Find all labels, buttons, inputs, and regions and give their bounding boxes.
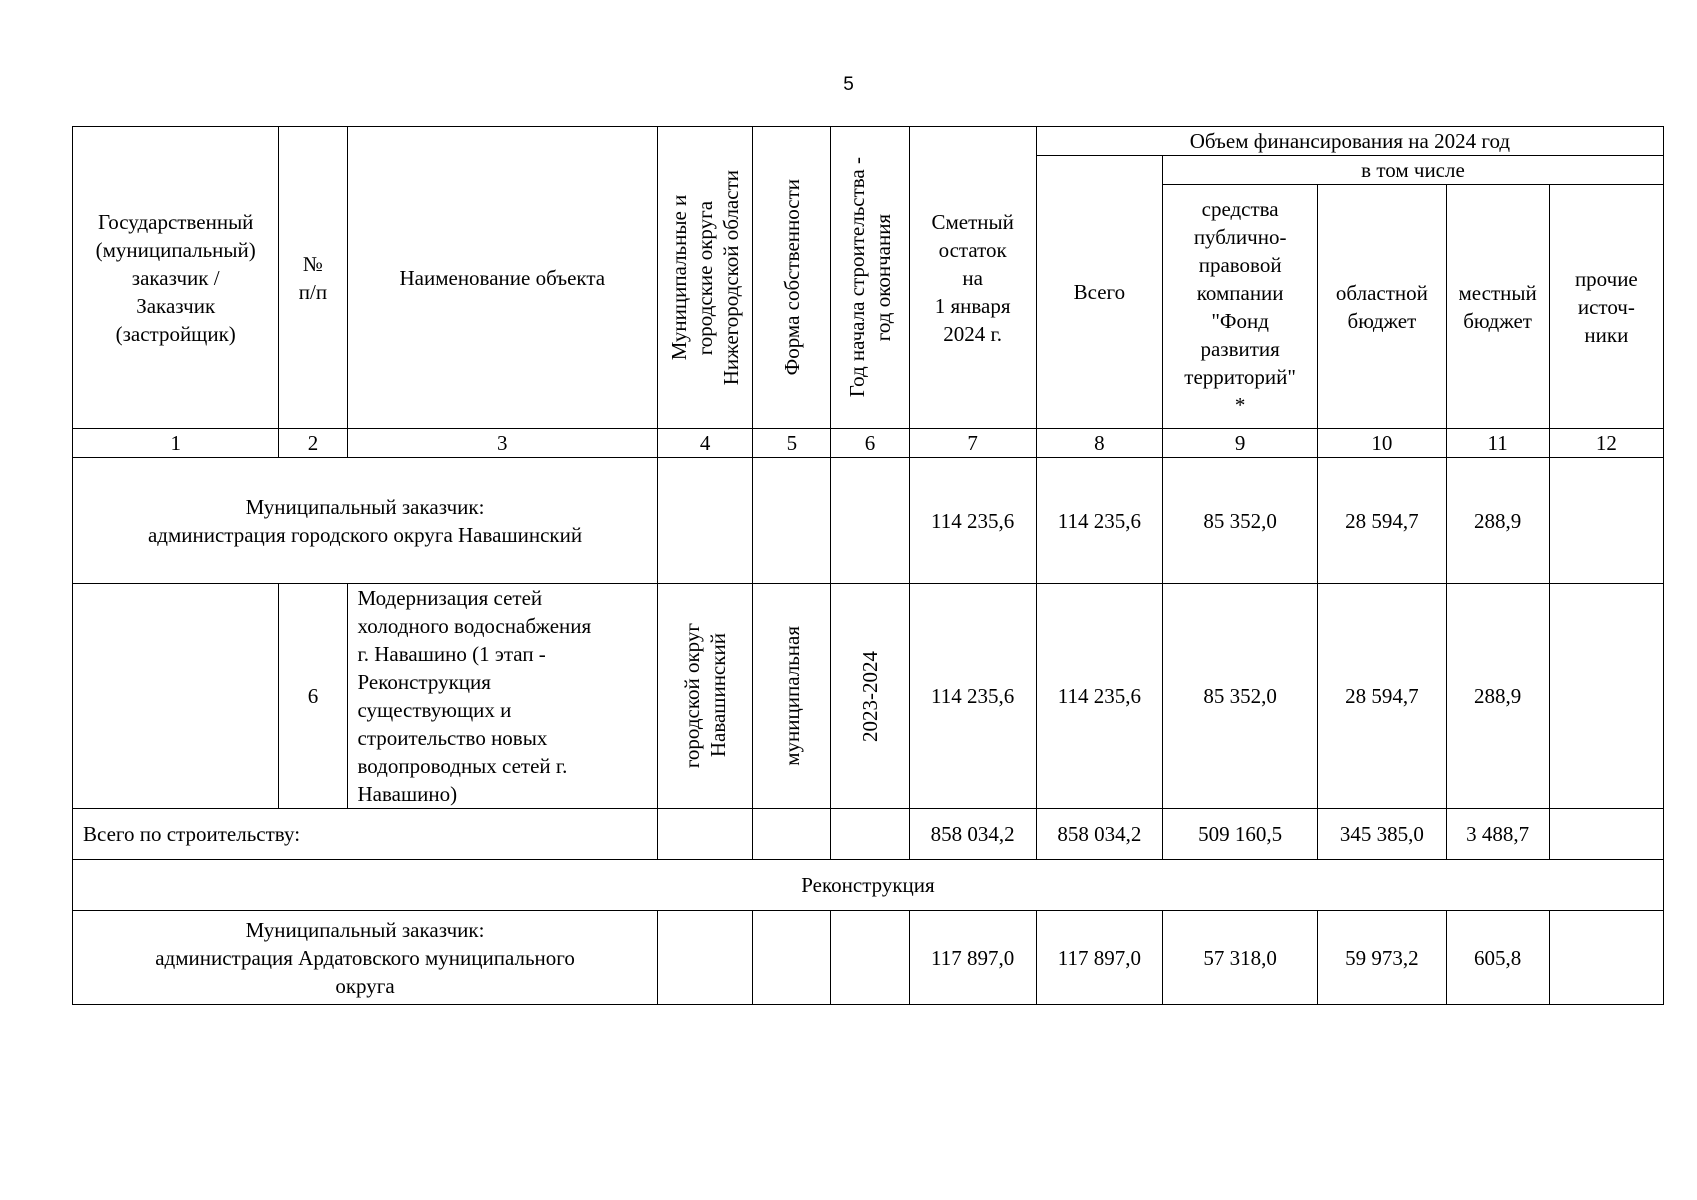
header-row-1 xyxy=(73,127,1664,156)
header-local: местный бюджет xyxy=(1446,185,1549,429)
column-numbers-row xyxy=(73,429,1664,458)
regional-value: 345 385,0 xyxy=(1318,809,1446,860)
column-number: 9 xyxy=(1163,429,1318,458)
header-funding-group: Объем финансирования на 2024 год xyxy=(1036,127,1663,156)
regional-value: 28 594,7 xyxy=(1318,584,1446,809)
column-number: 10 xyxy=(1318,429,1446,458)
header-years xyxy=(831,127,909,429)
empty-cell xyxy=(753,911,831,1005)
local-value: 3 488,7 xyxy=(1446,809,1549,860)
column-number: 5 xyxy=(753,429,831,458)
empty-cell xyxy=(73,584,279,809)
object-years-text: 2023-2024 xyxy=(857,650,882,742)
object-years xyxy=(831,584,909,809)
header-fund: средства публично- правовой компании "Фонд развития территорий" * xyxy=(1163,185,1318,429)
header-municipality-text: Муниципальные и городские округа Нижегородской области xyxy=(667,169,744,386)
customer-label: Муниципальный заказчик: администрация городского округа Навашинский xyxy=(73,458,658,584)
column-number: 6 xyxy=(831,429,909,458)
empty-cell xyxy=(658,458,753,584)
header-municipality xyxy=(658,127,753,429)
empty-cell xyxy=(753,458,831,584)
object-name: Модернизация сетей холодного водоснабжения г. Навашино (1 этап - Реконструкция существующих и строительство новых водопроводных сетей г. Навашино) xyxy=(347,584,658,809)
customer-row-navashinsky xyxy=(73,458,1664,584)
empty-cell xyxy=(831,458,909,584)
object-municipality xyxy=(658,584,753,809)
header-ownership-text: Форма собственности xyxy=(779,179,804,376)
object-ownership-text: муниципальная xyxy=(779,626,804,766)
header-number: № п/п xyxy=(279,127,347,429)
other-value xyxy=(1549,809,1663,860)
other-value xyxy=(1549,584,1663,809)
estimate-value: 117 897,0 xyxy=(909,911,1036,1005)
header-estimate: Сметный остаток на 1 января 2024 г. xyxy=(909,127,1036,429)
header-ownership xyxy=(753,127,831,429)
total-value: 114 235,6 xyxy=(1036,458,1162,584)
regional-value: 28 594,7 xyxy=(1318,458,1446,584)
other-value xyxy=(1549,458,1663,584)
column-number: 8 xyxy=(1036,429,1162,458)
column-number: 12 xyxy=(1549,429,1663,458)
empty-cell xyxy=(753,809,831,860)
customer-row-ardatov xyxy=(73,911,1664,1005)
fund-value: 509 160,5 xyxy=(1163,809,1318,860)
regional-value: 59 973,2 xyxy=(1318,911,1446,1005)
header-other: прочие источ- ники xyxy=(1549,185,1663,429)
estimate-value: 114 235,6 xyxy=(909,458,1036,584)
header-object-name: Наименование объекта xyxy=(347,127,658,429)
total-label: Всего по строительству: xyxy=(73,809,658,860)
header-regional: областной бюджет xyxy=(1318,185,1446,429)
column-number: 2 xyxy=(279,429,347,458)
section-title: Реконструкция xyxy=(73,860,1664,911)
object-number: 6 xyxy=(279,584,347,809)
fund-value: 85 352,0 xyxy=(1163,584,1318,809)
object-municipality-text: городской округ Навашинский xyxy=(680,623,731,769)
local-value: 288,9 xyxy=(1446,584,1549,809)
total-value: 858 034,2 xyxy=(1036,809,1162,860)
object-row xyxy=(73,584,1664,809)
empty-cell xyxy=(658,911,753,1005)
estimate-value: 114 235,6 xyxy=(909,584,1036,809)
empty-cell xyxy=(658,809,753,860)
total-value: 117 897,0 xyxy=(1036,911,1162,1005)
header-total: Всего xyxy=(1036,156,1162,429)
local-value: 605,8 xyxy=(1446,911,1549,1005)
column-number: 11 xyxy=(1446,429,1549,458)
local-value: 288,9 xyxy=(1446,458,1549,584)
header-customer: Государственный (муниципальный) заказчик / Заказчик (застройщик) xyxy=(73,127,279,429)
customer-label: Муниципальный заказчик: администрация Ардатовского муниципального округа xyxy=(73,911,658,1005)
object-ownership xyxy=(753,584,831,809)
column-number: 1 xyxy=(73,429,279,458)
fund-value: 57 318,0 xyxy=(1163,911,1318,1005)
financing-table xyxy=(72,126,1664,1005)
section-row xyxy=(73,860,1664,911)
header-years-text: Год начала строительства - год окончания xyxy=(844,157,895,398)
column-number: 7 xyxy=(909,429,1036,458)
fund-value: 85 352,0 xyxy=(1163,458,1318,584)
header-including: в том числе xyxy=(1163,156,1664,185)
other-value xyxy=(1549,911,1663,1005)
column-number: 3 xyxy=(347,429,658,458)
total-row xyxy=(73,809,1664,860)
estimate-value: 858 034,2 xyxy=(909,809,1036,860)
empty-cell xyxy=(831,809,909,860)
column-number: 4 xyxy=(658,429,753,458)
total-value: 114 235,6 xyxy=(1036,584,1162,809)
page-number: 5 xyxy=(843,74,854,95)
empty-cell xyxy=(831,911,909,1005)
